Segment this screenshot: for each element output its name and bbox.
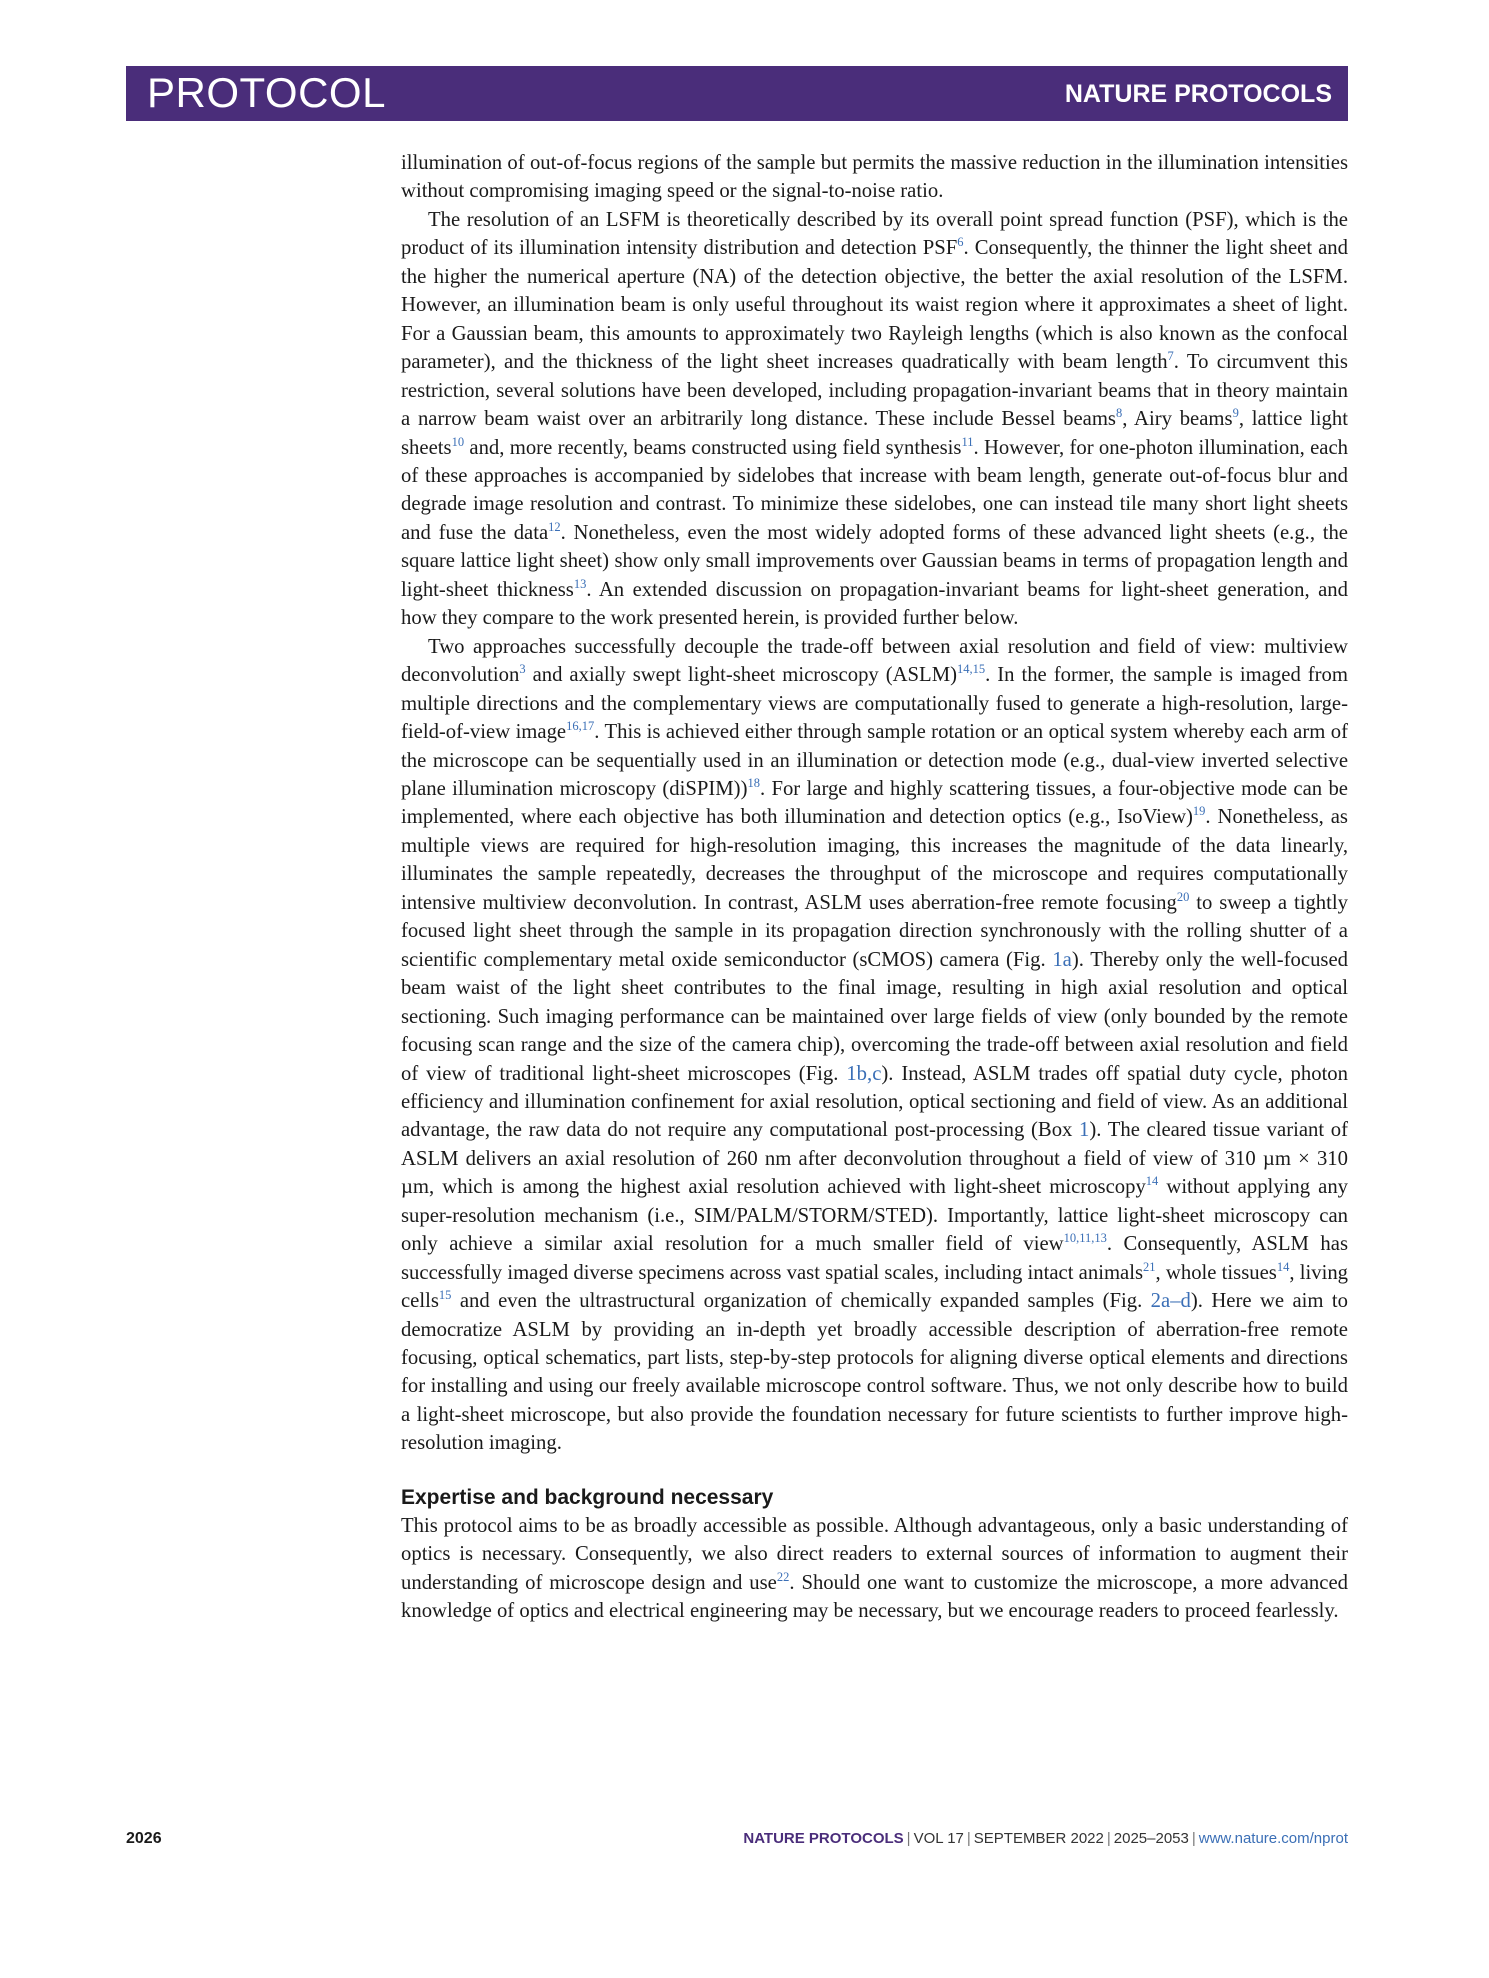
page-number: 2026	[126, 1830, 162, 1847]
citation-ref-link[interactable]: 21	[1143, 1259, 1156, 1274]
citation-ref-link[interactable]: 12	[548, 519, 561, 534]
citation-ref-link[interactable]: 14,15	[956, 662, 986, 677]
footer-pages: 2025–2053	[1113, 1830, 1189, 1847]
citation-ref-link[interactable]: 10	[451, 434, 465, 449]
figure-ref-link[interactable]: 1a	[1052, 948, 1072, 971]
figure-ref-link[interactable]: 2a–d	[1150, 1290, 1191, 1313]
citation-ref-link[interactable]: 9	[1232, 406, 1239, 421]
citation-ref-link[interactable]: 13	[573, 576, 587, 591]
citation-ref-link[interactable]: 15	[438, 1288, 452, 1303]
citation-ref-link[interactable]: 22	[776, 1569, 790, 1584]
footer-url-link[interactable]: www.nature.com/nprot	[1198, 1830, 1348, 1847]
citation-ref-link[interactable]: 6	[957, 235, 964, 250]
figure-ref-link[interactable]: 1b,c	[846, 1062, 882, 1085]
citation-ref-link[interactable]: 14	[1145, 1174, 1159, 1189]
footer-journal: NATURE PROTOCOLS	[743, 1830, 904, 1847]
paragraph-1: illumination of out-of-focus regions of the sample but permits the massive reduction in the illumination intensities without compromising imaging speed or the signal-to-noise ratio.	[401, 152, 1348, 203]
citation-ref-link[interactable]: 19	[1192, 804, 1206, 819]
citation-ref-link[interactable]: 16,17	[566, 719, 595, 734]
footer-date: SEPTEMBER 2022	[973, 1830, 1104, 1847]
article-body	[401, 149, 1348, 1626]
figure-ref-link[interactable]: 1	[1079, 1119, 1090, 1142]
paragraph-3: Two approaches successfully decouple the trade-off between axial resolution and field of view: multiview deconvolution$^3$ and axially swept light-sheet microscopy (ASLM)$^{14,15}$. In the former, the sample is imaged from multiple directions and the complementary views are computationally fused to generate a high-resolution, large-field-of-view image$^{16,17}$. This is achieved either through sample rotation or an optical system whereby each arm of the microscope can be sequentially used in an illumination or detection mode (e.g., dual-view inverted selective plane illumination microscopy (diSPIM))$^{18}$. For large and highly scattering tissues, a four-objective mode can be implemented, where each objective has both illumination and detection optics (e.g., IsoView)$^{19}$. Nonetheless, as multiple views are required for high-resolution imaging, this increases the magnitude of the data linearly, illuminates the sample repeatedly, decreases the throughput of the microscope and requires computationally intensive multiview deconvolution. In contrast, ASLM uses aberration-free remote focusing$^{20}$ to sweep a tightly focused light sheet through the sample in its propagation direction synchronously with the rolling shutter of a scientific complementary metal oxide semiconductor (sCMOS) camera (Fig. 1a). Thereby only the well-focused beam waist of the light sheet contributes to the final image, resulting in high axial resolution and optical sectioning. Such imaging performance can be maintained over large fields of view (only bounded by the remote focusing scan range and the size of the camera chip), overcoming the trade-off between axial resolution and field of view of traditional light-sheet microscopes (Fig. 1b,c). Instead, ASLM trades off spatial duty cycle, photon efficiency and illumination confinement for axial resolution, optical sectioning and field of view. As an additional advantage, the raw data do not require any computational post-processing (Box 1). The cleared tissue variant of ASLM delivers an axial resolution of 260 nm after deconvolution throughout a field of view of 310 µm × 310 µm, which is among the highest axial resolution achieved with light-sheet microscopy$^{14}$ without applying any super-resolution mechanism (i.e., SIM/PALM/STORM/STED). Importantly, lattice light-sheet microscopy can only achieve a similar axial resolution for a much smaller field of view$^{10,11,13}$. Consequently, ASLM has successfully imaged diverse specimens across vast spatial scales, including intact animals$^{21}$, whole tissues$^{14}$, living cells$^{15}$ and even the ultrastructural organization of chemically expanded samples (Fig. 2a–d). Here we aim to democratize ASLM by providing an in-depth yet broadly accessible description of aberration-free remote focusing, optical schematics, part lists, step-by-step protocols for aligning diverse optical elements and directions for installing and using our freely available microscope control software. Thus, we not only describe how to build a light-sheet microscope, but also provide the foundation necessary for future scientists to further improve high-resolution imaging.	[401, 635, 1349, 1455]
section-paragraph: This protocol aims to be as broadly accessible as possible. Although advantageous, only a basic understanding of optics is necessary. Consequently, we also direct readers to external sources of information to augment their understanding of microscope design and use$^{22}$. Should one want to customize the microscope, a more advanced knowledge of optics and electrical engineering may be necessary, but we encourage readers to proceed fearlessly.	[401, 1514, 1348, 1623]
citation-ref-link[interactable]: 14	[1276, 1259, 1290, 1274]
citation-ref-link[interactable]: 20	[1176, 889, 1190, 904]
footer-volume: VOL 17	[913, 1830, 964, 1847]
citation-ref-link[interactable]: 18	[747, 775, 760, 790]
footer-citation: NATURE PROTOCOLS | VOL 17 | SEPTEMBER 2022 | 2025–2053 | www.nature.com/nprot	[743, 1830, 1348, 1847]
citation-ref-link[interactable]: 8	[1115, 406, 1123, 421]
citation-ref-link[interactable]: 3	[519, 662, 526, 677]
section-heading: Expertise and background necessary	[401, 1485, 774, 1509]
citation-ref-link[interactable]: 7	[1167, 349, 1174, 364]
citation-ref-link[interactable]: 10,11,13	[1063, 1231, 1107, 1246]
paragraph-2: The resolution of an LSFM is theoretically described by its overall point spread function (PSF), which is the product of its illumination intensity distribution and detection PSF$^6$. Consequently, the thinner the light sheet and the higher the numerical aperture (NA) of the detection objective, the better the axial resolution of the LSFM. However, an illumination beam is only useful throughout its waist region where it approximates a sheet of light. For a Gaussian beam, this amounts to approximately two Rayleigh lengths (which is also known as the confocal parameter), and the thickness of the light sheet increases quadratically with beam length$^7$. To circumvent this restriction, several solutions have been developed, including propagation-invariant beams that in theory maintain a narrow beam waist over an arbitrarily long distance. These include Bessel beams$^8$, Airy beams$^9$, lattice light sheets$^{10}$ and, more recently, beams constructed using field synthesis$^{11}$. However, for one-photon illumination, each of these approaches is accompanied by sidelobes that increase with beam length, generate out-of-focus blur and degrade image resolution and contrast. To minimize these sidelobes, one can instead tile many short light sheets and fuse the data$^{12}$. Nonetheless, even the most widely adopted forms of these advanced light sheets (e.g., the square lattice light sheet) show only small improvements over Gaussian beams in terms of propagation length and light-sheet thickness$^{13}$. An extended discussion on propagation-invariant beams for light-sheet generation, and how they compare to the work presented herein, is provided further below.	[401, 208, 1348, 630]
citation-ref-link[interactable]: 11	[961, 434, 974, 449]
page-header-bar	[126, 66, 1348, 121]
section-label: PROTOCOL	[147, 69, 386, 116]
journal-label: NATURE PROTOCOLS	[1064, 80, 1332, 108]
